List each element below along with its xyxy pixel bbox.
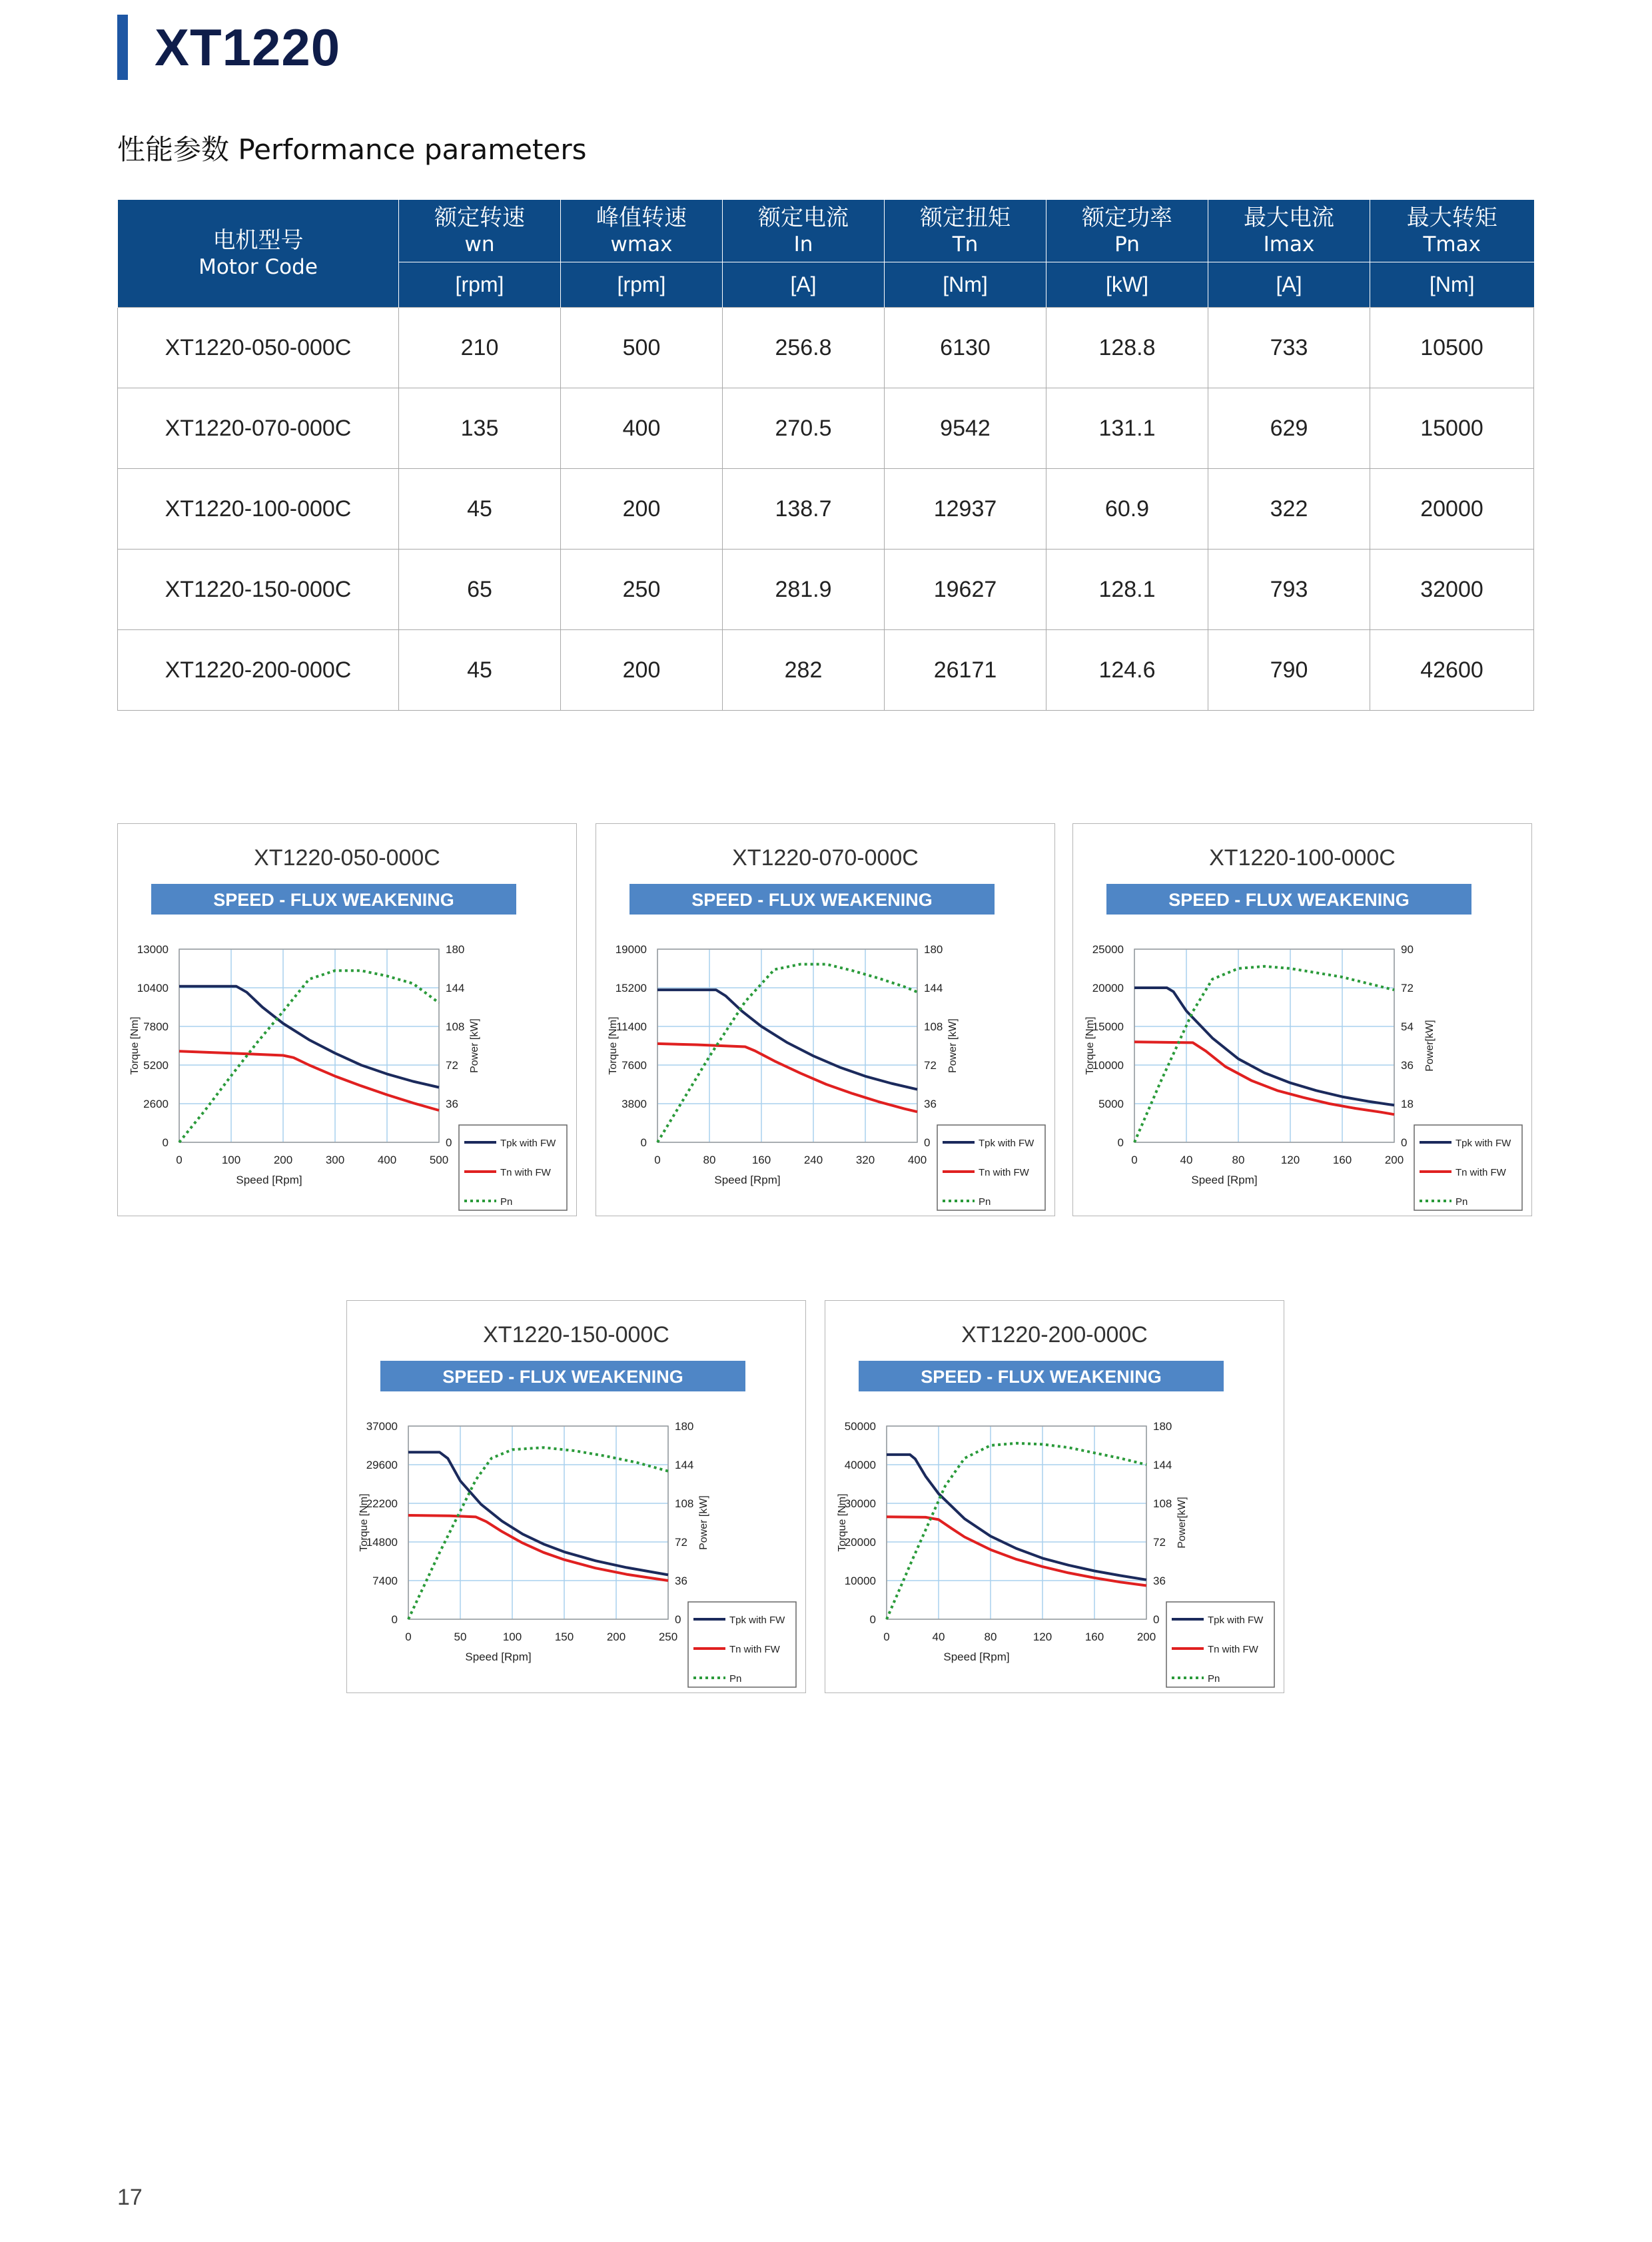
series-line-pn [408,1447,668,1619]
x-tick-label: 0 [1131,1154,1138,1166]
chart-title: XT1220-070-000C [732,845,919,871]
y2-tick-label: 0 [924,1136,931,1149]
section-subtitle: 性能参数 Performance parameters [117,133,587,166]
table-cell: 42600 [1370,630,1534,711]
chart-subtitle: SPEED - FLUX WEAKENING [442,1367,683,1387]
legend-label: Pn [1208,1673,1220,1684]
y-tick-label: 29600 [366,1459,398,1471]
y-tick-label: 11400 [616,1020,647,1033]
x-tick-label: 150 [554,1631,574,1643]
x-axis-label: Speed [Rpm] [714,1174,781,1186]
col-unit: [kW] [1046,262,1208,308]
chart-svg [1073,824,1531,1216]
x-tick-label: 160 [1332,1154,1352,1166]
x-tick-label: 200 [1384,1154,1404,1166]
motor-code-cell: XT1220-100-000C [118,469,399,550]
y2-tick-label: 72 [924,1059,937,1072]
plot-frame [1134,949,1394,1142]
series-line-tpk-with-fw [179,986,439,1088]
y2-tick-label: 36 [446,1098,458,1110]
col-header-rated-torque [885,200,1046,262]
x-tick-label: 120 [1280,1154,1300,1166]
x-tick-label: 120 [1032,1631,1052,1643]
y-tick-label: 0 [162,1136,169,1149]
y-tick-label: 5000 [1098,1098,1124,1110]
col-label-cn: 最大电流 [1244,204,1334,231]
series-line-tn-with-fw [408,1515,668,1581]
legend-label: Tpk with FW [729,1615,785,1626]
motor-code-cell: XT1220-070-000C [118,388,399,469]
table-cell: 65 [399,550,561,630]
table-row [118,550,1534,630]
col-unit: [A] [1208,262,1370,308]
table-cell: 200 [561,469,723,550]
legend-label: Tpk with FW [1208,1615,1264,1626]
motor-code-cell: XT1220-200-000C [118,630,399,711]
x-tick-label: 160 [1084,1631,1104,1643]
table-cell: 9542 [885,388,1046,469]
col-unit: [rpm] [561,262,723,308]
y2-tick-label: 0 [1401,1136,1408,1149]
y2-tick-label: 36 [1153,1575,1166,1587]
y-tick-label: 3800 [621,1098,647,1110]
col-label-cn: 额定转速 [434,204,525,231]
table-header-row [118,200,1534,262]
table-cell: 60.9 [1046,469,1208,550]
y2-tick-label: 108 [446,1020,465,1033]
col-symbol: wn [464,232,495,256]
table-cell: 250 [561,550,723,630]
y-tick-label: 0 [391,1613,398,1626]
legend-label: Tn with FW [1455,1167,1506,1178]
table-row [118,308,1534,388]
y2-tick-label: 180 [675,1420,694,1433]
x-axis-label: Speed [Rpm] [236,1174,302,1186]
y-tick-label: 10400 [137,982,169,994]
x-tick-label: 320 [855,1154,875,1166]
table-cell: 135 [399,388,561,469]
x-tick-label: 50 [454,1631,467,1643]
x-tick-label: 160 [751,1154,771,1166]
x-axis-label: Speed [Rpm] [1191,1174,1258,1186]
y2-tick-label: 72 [1401,982,1414,994]
legend-label: Tn with FW [500,1167,551,1178]
y-tick-label: 0 [1117,1136,1124,1149]
legend-label: Pn [1455,1196,1468,1208]
col-symbol: Tmax [1423,232,1481,256]
table-cell: 733 [1208,308,1370,388]
y2-tick-label: 144 [924,982,943,994]
table-cell: 256.8 [723,308,885,388]
table-cell: 282 [723,630,885,711]
chart-subtitle: SPEED - FLUX WEAKENING [1168,890,1410,910]
y-tick-label: 0 [640,1136,647,1149]
series-line-tpk-with-fw [657,990,917,1090]
y2-tick-label: 180 [1153,1420,1172,1433]
x-tick-label: 80 [984,1631,997,1643]
table-cell: 15000 [1370,388,1534,469]
motor-code-label-en: Motor Code [199,254,318,279]
legend-label: Pn [979,1196,991,1208]
chart-svg [347,1301,805,1692]
legend-label: Pn [500,1196,513,1208]
x-tick-label: 400 [377,1154,397,1166]
x-tick-label: 0 [654,1154,661,1166]
y2-tick-label: 36 [1401,1059,1414,1072]
plot-frame [179,949,439,1142]
y2-tick-label: 0 [446,1136,452,1149]
chart-svg [825,1301,1284,1692]
title-accent-bar [117,15,128,80]
y-tick-label: 10000 [1092,1059,1124,1072]
y-tick-label: 13000 [137,943,169,956]
y2-axis-label: Power [kW] [469,1018,480,1073]
y2-tick-label: 54 [1401,1020,1414,1033]
y-axis-label: Torque [Nm] [129,1016,141,1075]
col-header-max-torque [1370,200,1534,262]
legend-label: Tn with FW [729,1644,780,1655]
y2-axis-label: Power[kW] [1424,1020,1436,1072]
y2-tick-label: 90 [1401,943,1414,956]
y-tick-label: 7800 [143,1020,169,1033]
motor-code-label-cn: 电机型号 [212,226,304,254]
y-tick-label: 15200 [615,982,647,994]
y2-tick-label: 0 [675,1613,681,1626]
col-symbol: Imax [1263,232,1315,256]
table-cell: 12937 [885,469,1046,550]
col-symbol: In [793,232,813,256]
table-cell: 19627 [885,550,1046,630]
x-tick-label: 300 [325,1154,345,1166]
y2-tick-label: 180 [446,943,465,956]
series-line-tpk-with-fw [1134,988,1394,1105]
x-tick-label: 40 [1180,1154,1193,1166]
table-cell: 26171 [885,630,1046,711]
table-cell: 500 [561,308,723,388]
x-tick-label: 80 [1232,1154,1245,1166]
x-tick-label: 250 [658,1631,678,1643]
y2-axis-label: Power [kW] [698,1495,709,1550]
col-header-rated-speed [399,200,561,262]
series-line-tn-with-fw [887,1517,1146,1585]
chart-panel [825,1300,1284,1693]
table-cell: 200 [561,630,723,711]
y2-tick-label: 72 [446,1059,458,1072]
series-line-tn-with-fw [657,1044,917,1112]
y-axis-label: Torque [Nm] [837,1493,848,1552]
col-header-max-current [1208,200,1370,262]
y2-tick-label: 36 [675,1575,687,1587]
x-tick-label: 0 [176,1154,183,1166]
motor-code-cell: XT1220-050-000C [118,308,399,388]
chart-panel [596,823,1055,1216]
series-line-tn-with-fw [179,1051,439,1110]
table-cell: 128.8 [1046,308,1208,388]
col-header-rated-current [723,200,885,262]
table-cell: 124.6 [1046,630,1208,711]
y-tick-label: 10000 [844,1575,876,1587]
legend-label: Tpk with FW [979,1138,1034,1149]
table-cell: 790 [1208,630,1370,711]
col-unit: [rpm] [399,262,561,308]
x-tick-label: 0 [405,1631,412,1643]
legend-label: Tpk with FW [1455,1138,1511,1149]
y2-tick-label: 108 [924,1020,943,1033]
performance-table [117,200,1534,711]
y-tick-label: 5200 [143,1059,169,1072]
y2-tick-label: 18 [1401,1098,1414,1110]
y-tick-label: 50000 [844,1420,876,1433]
chart-title: XT1220-200-000C [961,1322,1148,1347]
y2-tick-label: 108 [675,1497,694,1510]
y2-axis-label: Power[kW] [1176,1497,1188,1549]
table-cell: 32000 [1370,550,1534,630]
chart-subtitle: SPEED - FLUX WEAKENING [921,1367,1162,1387]
y-tick-label: 30000 [844,1497,876,1510]
chart-title: XT1220-100-000C [1209,845,1396,871]
y-tick-label: 37000 [366,1420,398,1433]
col-unit: [Nm] [885,262,1046,308]
y-tick-label: 7400 [372,1575,398,1587]
y2-tick-label: 108 [1153,1497,1172,1510]
y-tick-label: 7600 [621,1059,647,1072]
x-tick-label: 200 [606,1631,626,1643]
table-cell: 131.1 [1046,388,1208,469]
chart-panel [346,1300,806,1693]
series-line-tpk-with-fw [408,1452,668,1575]
legend-label: Tn with FW [979,1167,1029,1178]
y2-tick-label: 144 [675,1459,694,1471]
y-axis-label: Torque [Nm] [1084,1016,1096,1075]
motor-code-cell: XT1220-150-000C [118,550,399,630]
x-tick-label: 100 [221,1154,241,1166]
y2-axis-label: Power [kW] [947,1018,959,1073]
col-label-cn: 最大转矩 [1406,204,1497,231]
table-row [118,469,1534,550]
y-tick-label: 15000 [1092,1020,1124,1033]
table-row [118,630,1534,711]
x-axis-label: Speed [Rpm] [943,1651,1010,1663]
col-label-cn: 额定电流 [758,204,849,231]
x-tick-label: 400 [907,1154,927,1166]
col-symbol: wmax [610,232,673,256]
series-line-pn [179,970,439,1142]
chart-subtitle: SPEED - FLUX WEAKENING [691,890,933,910]
legend-label: Tpk with FW [500,1138,556,1149]
y2-tick-label: 180 [924,943,943,956]
y2-tick-label: 144 [446,982,465,994]
x-tick-label: 240 [803,1154,823,1166]
chart-title: XT1220-050-000C [254,845,440,871]
table-cell: 10500 [1370,308,1534,388]
y-tick-label: 22200 [366,1497,398,1510]
motor-code-header [118,200,399,308]
col-label-cn: 峰值转速 [596,204,687,231]
table-cell: 793 [1208,550,1370,630]
y-axis-label: Torque [Nm] [358,1493,370,1552]
y2-tick-label: 0 [1153,1613,1160,1626]
y-axis-label: Torque [Nm] [608,1016,619,1075]
y-tick-label: 0 [869,1613,876,1626]
y2-tick-label: 72 [675,1536,687,1549]
x-tick-label: 200 [1136,1631,1156,1643]
table-cell: 400 [561,388,723,469]
table-cell: 270.5 [723,388,885,469]
col-unit: [A] [723,262,885,308]
table-cell: 6130 [885,308,1046,388]
chart-svg [118,824,576,1216]
legend-label: Tn with FW [1208,1644,1258,1655]
chart-svg [596,824,1054,1216]
y-tick-label: 40000 [844,1459,876,1471]
col-unit: [Nm] [1370,262,1534,308]
page-title: XT1220 [155,18,341,77]
legend-label: Pn [729,1673,742,1684]
table-cell: 128.1 [1046,550,1208,630]
x-tick-label: 40 [932,1631,945,1643]
y2-tick-label: 36 [924,1098,937,1110]
page-number: 17 [117,2185,143,2210]
y-tick-label: 20000 [844,1536,876,1549]
plot-frame [408,1426,668,1619]
col-header-rated-power [1046,200,1208,262]
y-tick-label: 2600 [143,1098,169,1110]
series-line-pn [887,1443,1146,1619]
table-cell: 138.7 [723,469,885,550]
table-cell: 629 [1208,388,1370,469]
col-label-cn: 额定扭矩 [920,204,1011,231]
chart-panel [117,823,577,1216]
table-cell: 322 [1208,469,1370,550]
y-tick-label: 19000 [615,943,647,956]
table-row [118,388,1534,469]
x-tick-label: 500 [429,1154,449,1166]
x-tick-label: 100 [502,1631,522,1643]
y-tick-label: 14800 [366,1536,398,1549]
col-header-peak-speed [561,200,723,262]
chart-subtitle: SPEED - FLUX WEAKENING [213,890,454,910]
table-cell: 281.9 [723,550,885,630]
col-symbol: Pn [1114,232,1140,256]
x-tick-label: 0 [883,1631,890,1643]
y-tick-label: 25000 [1092,943,1124,956]
x-axis-label: Speed [Rpm] [465,1651,532,1663]
x-tick-label: 80 [703,1154,716,1166]
table-cell: 20000 [1370,469,1534,550]
table-cell: 45 [399,469,561,550]
table-cell: 210 [399,308,561,388]
y-tick-label: 20000 [1092,982,1124,994]
table-cell: 45 [399,630,561,711]
col-label-cn: 额定功率 [1082,204,1172,231]
col-symbol: Tn [952,232,979,256]
chart-panel [1072,823,1532,1216]
y2-tick-label: 144 [1153,1459,1172,1471]
y2-tick-label: 72 [1153,1536,1166,1549]
x-tick-label: 200 [273,1154,293,1166]
chart-title: XT1220-150-000C [483,1322,669,1347]
